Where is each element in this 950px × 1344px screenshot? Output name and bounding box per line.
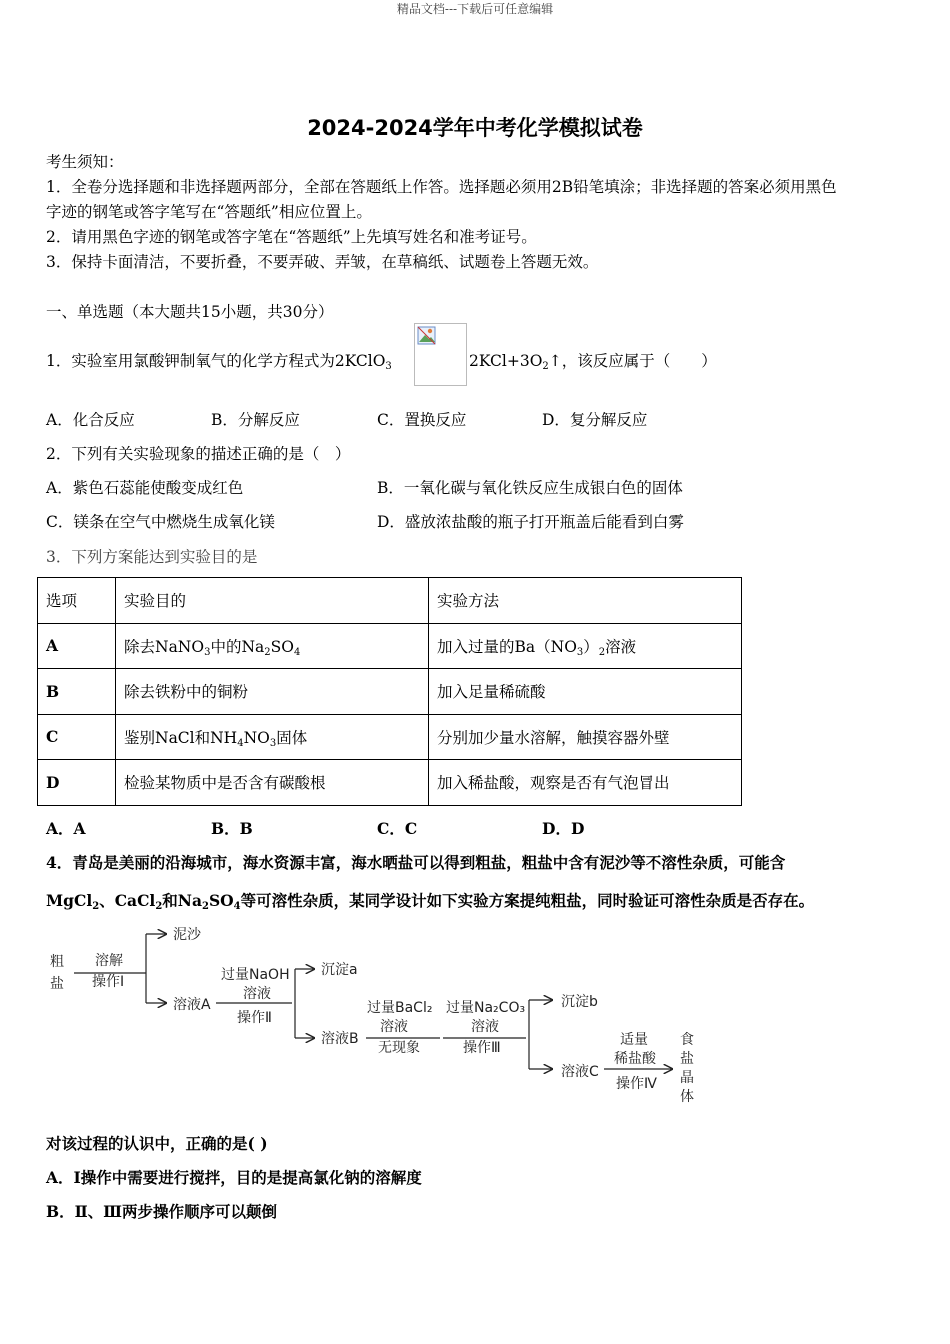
- notice-heading: 考生须知：: [46, 153, 124, 171]
- notice-item-2: 2．请用黑色字迹的钢笔或答字笔在“答题纸”上先填写姓名和准考证号。: [46, 228, 537, 246]
- q3-option-c: C．C: [377, 819, 418, 838]
- flow-crude-1: 粗: [50, 954, 64, 970]
- row-method: 加入稀盐酸，观察是否有气泡冒出: [429, 760, 742, 806]
- q2-option-a: A．紫色石蕊能使酸变成红色: [46, 479, 244, 497]
- flow-salt-2: 盐: [680, 1051, 694, 1067]
- page-title: 2024-2024学年中考化学模拟试卷: [307, 116, 643, 140]
- flow-step1-top: 溶解: [95, 953, 123, 969]
- q2-option-b: B．一氧化碳与氧化铁反应生成银白色的固体: [377, 479, 683, 497]
- q4-line-1: 4．青岛是美丽的沿海城市，海水资源丰富，海水晒盐可以得到粗盐，粗盐中含有泥沙等不溶性杂质，可能含: [46, 853, 786, 872]
- q3-stem: 3．下列方案能达到实验目的是: [46, 548, 258, 566]
- q2-stem: 2．下列有关实验现象的描述正确的是（ ）: [46, 445, 351, 463]
- header-option: 选项: [38, 578, 116, 624]
- q1-option-b: B．分解反应: [211, 411, 300, 429]
- flow-salt-3: 晶: [680, 1070, 694, 1086]
- flow-crude-2: 盐: [50, 976, 64, 992]
- header-method: 实验方法: [429, 578, 742, 624]
- table-row: [38, 669, 742, 715]
- row-option: A: [38, 623, 116, 669]
- table-row: [38, 760, 742, 806]
- q1-option-d: D．复分解反应: [542, 411, 648, 429]
- flow-step3a-top: 过量BaCl₂: [367, 1000, 433, 1016]
- flow-precipitate-b: 沉淀b: [561, 994, 598, 1010]
- experiment-table: [37, 577, 742, 806]
- notice-item-1-line-2: 字迹的钢笔或答字笔写在“答题纸”相应位置上。: [46, 203, 372, 221]
- broken-image-icon: [414, 323, 467, 386]
- flow-step3b-mid: 溶液: [471, 1019, 499, 1035]
- flow-step3b-top: 过量Na₂CO₃: [446, 1000, 526, 1016]
- q1-stem-b: $2KCl+3O_2↑$，该反应属于（ ）: [469, 352, 717, 372]
- notice-item-3: 3．保持卡面清洁，不要折叠，不要弄破、弄皱，在草稿纸、试题卷上答题无效。: [46, 253, 599, 271]
- flow-solution-b: 溶液B: [321, 1031, 359, 1047]
- q3-option-a: A．A: [46, 819, 86, 838]
- q4-option-a: A．Ⅰ操作中需要进行搅拌，目的是提高氯化钠的溶解度: [46, 1168, 422, 1187]
- q4-line-2: MgCl$_2$、CaCl$_2$和$Na_2SO_4$等可溶性杂质，某同学设计如下实验方案提纯粗盐，同时验证可溶性杂质是否存在。: [46, 891, 815, 912]
- q2-option-d: D．盛放浓盐酸的瓶子打开瓶盖后能看到白雾: [377, 513, 684, 531]
- q3-option-d: D．D: [542, 819, 585, 838]
- q1-option-a: A．化合反应: [46, 411, 135, 429]
- flow-step2-bottom: 操作Ⅱ: [237, 1010, 272, 1026]
- flow-mud: 泥沙: [173, 927, 201, 943]
- table-row: [38, 623, 742, 669]
- flow-salt-4: 体: [680, 1089, 694, 1105]
- q4-option-b: B．Ⅱ、Ⅲ两步操作顺序可以颠倒: [46, 1202, 278, 1221]
- row-option: B: [38, 669, 116, 715]
- watermark: 精品文档---下载后可任意编辑: [396, 2, 554, 16]
- q2-option-c: C．镁条在空气中燃烧生成氧化镁: [46, 513, 275, 531]
- section-heading: 一、单选题（本大题共15小题，共30分）: [46, 303, 334, 321]
- flow-salt-1: 食: [680, 1032, 694, 1048]
- notice-item-1-line-1: 1．全卷分选择题和非选择题两部分，全部在答题纸上作答。选择题必须用2B铅笔填涂；非选择题的答案必须用黑色: [46, 178, 837, 196]
- flow-solution-a: 溶液A: [173, 997, 211, 1013]
- flow-step2-mid: 溶液: [243, 986, 271, 1002]
- flow-step3a-bottom: 无现象: [378, 1040, 420, 1056]
- row-method: 加入过量的$Ba(NO_3)_2$溶液: [429, 623, 742, 669]
- header-purpose: 实验目的: [116, 578, 429, 624]
- flow-solution-c: 溶液C: [561, 1064, 599, 1080]
- q4-question: 对该过程的认识中，正确的是( ): [46, 1134, 268, 1153]
- flow-step4-mid: 稀盐酸: [614, 1051, 656, 1067]
- row-purpose: 除去铁粉中的铜粉: [116, 669, 429, 715]
- flow-step3b-bottom: 操作Ⅲ: [463, 1040, 501, 1056]
- flow-step4-bottom: 操作Ⅳ: [616, 1076, 657, 1092]
- purification-flow-diagram: [40, 920, 720, 1110]
- q3-option-b: B．B: [211, 819, 253, 838]
- flow-step2-top: 过量NaOH: [221, 967, 290, 983]
- row-option: D: [38, 760, 116, 806]
- table-header-row: [38, 578, 742, 624]
- row-purpose: 检验某物质中是否含有碳酸根: [116, 760, 429, 806]
- table-row: [38, 714, 742, 760]
- flow-step4-top: 适量: [620, 1032, 648, 1048]
- flow-step3a-mid: 溶液: [380, 1019, 408, 1035]
- row-purpose: 除去NaNO$_3$中的$Na_2SO_4$: [116, 623, 429, 669]
- flow-precipitate-a: 沉淀a: [321, 962, 358, 978]
- row-option: C: [38, 714, 116, 760]
- flow-step1-bottom: 操作Ⅰ: [92, 974, 125, 990]
- q1-option-c: C．置换反应: [377, 411, 467, 429]
- row-purpose: 鉴别NaCl和$NH_4NO_3$固体: [116, 714, 429, 760]
- row-method: 分别加少量水溶解，触摸容器外壁: [429, 714, 742, 760]
- row-method: 加入足量稀硫酸: [429, 669, 742, 715]
- q1-stem-a: 1．实验室用氯酸钾制氧气的化学方程式为2KClO$_3$: [46, 352, 392, 372]
